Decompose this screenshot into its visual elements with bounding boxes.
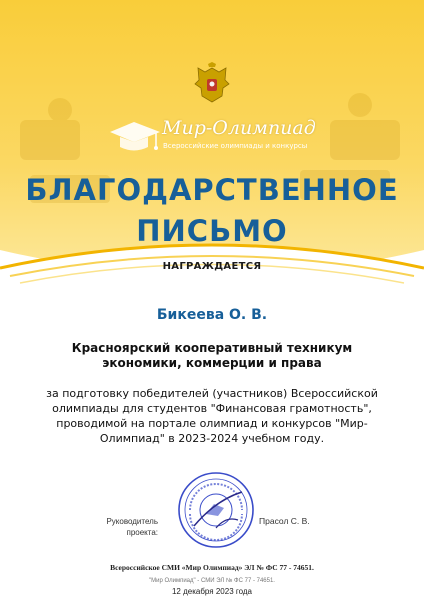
certificate-title-line1: БЛАГОДАРСТВЕННОЕ — [25, 173, 399, 207]
signer-name: Прасол С. В. — [259, 516, 310, 526]
organization-name: Красноярский кооперативный техникум экономики, коммерции и права — [71, 341, 353, 370]
logo-title: Мир-Олимпиад — [162, 117, 316, 139]
certificate-title-line2: ПИСЬМО — [136, 214, 288, 248]
award-description: за подготовку победителей (участников) Всероссийской олимпиады для студентов "Финансовая грамотность", проводимой на портале олимпиад и конкурсов "Мир-Олимпиад" в 2023-2024 учебном году. — [46, 387, 378, 445]
media-registration-small: "Мир Олимпиад" - СМИ ЭЛ № ФС 77 - 74651. — [149, 578, 275, 584]
recipient-name: Бикеева О. В. — [156, 307, 268, 323]
awarded-label: НАГРАЖДАЕТСЯ — [162, 261, 262, 272]
issue-date: 12 декабря 2023 года — [171, 587, 252, 596]
organization-stamp-icon — [176, 470, 256, 550]
signature-role-label: Руководитель проекта: — [106, 517, 158, 537]
logo-subtitle: Всероссийские олимпиады и конкурсы — [163, 142, 308, 150]
graduation-cap-icon — [108, 118, 164, 158]
media-registration: Всероссийское СМИ «Мир Олимпиад» ЭЛ № ФС 77 - 74651. — [110, 563, 314, 572]
russian-coat-of-arms-icon — [193, 62, 231, 106]
